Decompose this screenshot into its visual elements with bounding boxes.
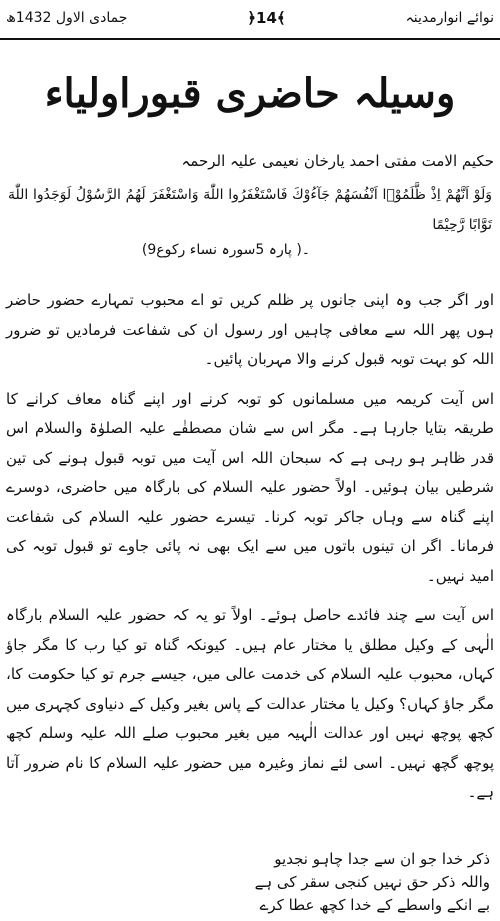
page-number: ﴾14﴿: [247, 9, 286, 27]
poem-line: ذکر خدا جو ان سے جدا چاہو نجدیو: [274, 850, 490, 868]
paragraph-translation: اور اگر جب وہ اپنی جانوں پر ظلم کریں تو اے محبوب تمہارے حضور حاضر ہوں پھر اللہ سے معافی چاہیں اور رسول ان کی شفاعت فرمادیں تو ضرور اللہ کو بہت توبہ قبول کرنے والا مہربان پائیں۔: [6, 291, 494, 368]
article-body: [6, 286, 494, 818]
quran-verse: وَلَوْ اَنَّهُمْ اِذْ ظَّلَمُوْۤا اَنْفُسَهُمْ جَآءُوْكَ فَاسْتَغْفَرُوا اللّٰهَ وَاسْتَغْفَرَ لَهُمُ الرَّسُوْلُ لَوَجَدُوا اللّٰهَ تَوَّابًا رَّحِيْمًا: [8, 187, 492, 233]
magazine-name: نوائے انوارمدینہ: [405, 10, 494, 26]
article-author: حکیم الامت مفتی احمد یارخان نعیمی علیہ الرحمہ: [181, 152, 494, 170]
issue-date: جمادی الاول 1432ھ: [6, 10, 128, 26]
article-title: وسیلہ حاضری قبوراولیاء: [44, 70, 456, 117]
paragraph-benefits: اس آیت سے چند فائدے حاصل ہوئے۔ اولاً تو یہ کہ حضور علیہ السلام بارگاہ الٰہی کے وکیل مطلق یا مختار عام ہیں۔ کیونکہ گناہ تو کیا رب کا مگر جاؤ کہاں، محبوب علیہ السلام کی خدمت عالی میں، جیسے جرم تو کیا حکومت کا، مگر جاؤ کہاں؟ وکیل یا مختار عدالت کے پاس بغیر وکیل کے دنیاوی کچہری میں کچھ پوچھ نہیں اور عدالت الٰہیہ میں بغیر محبوب صلے اللہ علیہ وسلم کچھ پوچھ گچھ نہیں۔ اسی لئے نماز وغیرہ میں حضور علیہ السلام کا نام ضرور آتا ہے۔: [6, 606, 494, 801]
page-header: [6, 0, 494, 36]
poem-line: واللہ ذکر حق نہیں کنجی سقر کی ہے: [254, 873, 490, 891]
header-rule: [0, 38, 500, 40]
poem-line: بے انکے واسطے کے خدا کچھ عطا کرے: [259, 896, 490, 914]
poem: [255, 848, 490, 917]
verse-reference: ۔( پارہ 5سورہ نساء رکوع9): [141, 242, 310, 258]
paragraph-explanation: اس آیت کریمہ میں مسلمانوں کو توبہ کرنے اور اپنے گناہ معاف کرانے کا طریقہ بتایا جارہا ہے۔ مگر اس سے شان مصطفٰے علیہ الصلوٰۃ والسلام اس قدر ظاہر ہو رہی ہے کہ سبحان اللہ اس آیت میں توبہ قبول ہونے کی تین شرطیں بیان ہوئیں۔ اولاً حضور علیہ السلام کی بارگاہ میں حاضری، دوسرے اپنے گناہ سے وہاں جاکر توبہ کرنا۔ تیسرے حضور علیہ السلام کی شفاعت فرمانا۔ اگر ان تینوں باتوں میں سے ایک بھی نہ پائی جاوے تو قبول توبہ کی امید نہیں۔: [6, 389, 494, 585]
